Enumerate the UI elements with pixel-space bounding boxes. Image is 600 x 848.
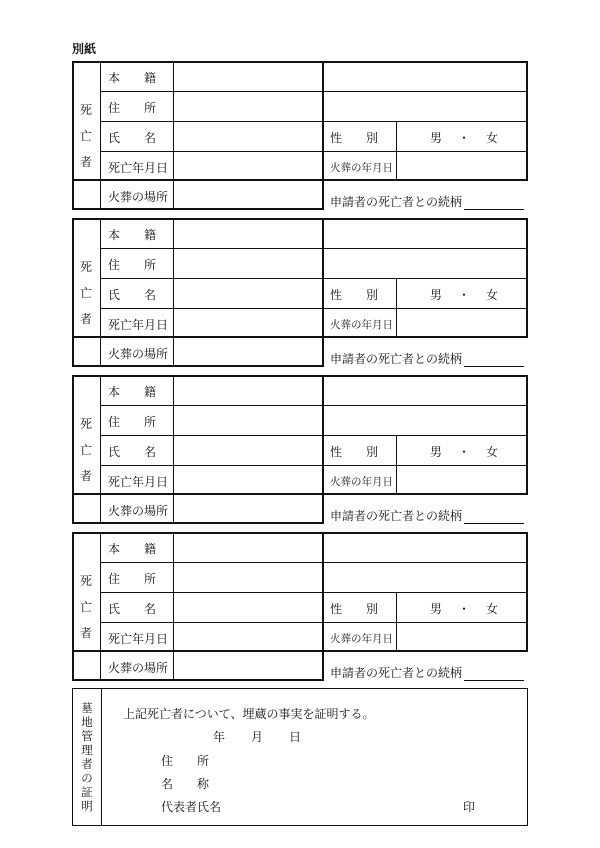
relation-label: 申請者の死亡者との続柄 (330, 195, 463, 209)
name-label: 氏 名 (108, 288, 157, 302)
cremation-date-label: 火葬の年月日 (330, 319, 393, 331)
deceased-block-3 (72, 375, 528, 524)
address-field[interactable] (176, 407, 524, 433)
cremation-date-label: 火葬の年月日 (330, 633, 393, 645)
relation-label: 申請者の死亡者との続柄 (330, 666, 463, 680)
deceased-side-label: 死 亡 者 (79, 102, 92, 169)
sex-label: 性 別 (330, 131, 379, 145)
death-date-label: 死亡年月日 (108, 475, 169, 489)
domicile-label: 本 籍 (108, 71, 157, 85)
cremation-date-field[interactable] (400, 624, 524, 650)
seal-mark: 印 (463, 800, 476, 814)
address-label: 住 所 (108, 415, 157, 429)
sex-male[interactable]: 男 (430, 131, 443, 145)
cremation-date-label: 火葬の年月日 (330, 476, 393, 488)
deceased-block-4 (72, 532, 528, 681)
cremation-place-label: 火葬の場所 (108, 347, 169, 361)
cremation-place-label: 火葬の場所 (108, 190, 169, 204)
name-label: 氏 名 (108, 131, 157, 145)
cremation-place-field[interactable] (176, 497, 320, 521)
address-label: 住 所 (108, 258, 157, 272)
relation-row (330, 507, 524, 524)
domicile-label: 本 籍 (108, 542, 157, 556)
deceased-side-label: 死 亡 者 (79, 416, 92, 483)
sex-male[interactable]: 男 (430, 445, 443, 459)
domicile-field[interactable] (176, 220, 524, 246)
address-field[interactable] (176, 564, 524, 590)
cemetery-manager-certificate (72, 688, 528, 826)
domicile-label: 本 籍 (108, 228, 157, 242)
relation-label: 申請者の死亡者との続柄 (330, 352, 463, 366)
death-date-label: 死亡年月日 (108, 318, 169, 332)
death-date-label: 死亡年月日 (108, 161, 169, 175)
sex-separator: ・ (458, 131, 471, 145)
sex-label: 性 別 (330, 445, 379, 459)
cremation-date-field[interactable] (400, 467, 524, 493)
domicile-field[interactable] (176, 534, 524, 560)
certificate-statement: 上記死亡者について、埋蔵の事実を証明する。 (123, 707, 375, 721)
death-date-label: 死亡年月日 (108, 632, 169, 646)
sex-separator: ・ (458, 602, 471, 616)
sex-female[interactable]: 女 (486, 445, 499, 459)
relation-row (330, 664, 524, 681)
address-field[interactable] (176, 250, 524, 276)
day-label: 日 (289, 730, 302, 744)
manager-name-label: 名 称 (161, 777, 210, 791)
sex-female[interactable]: 女 (486, 131, 499, 145)
domicile-label: 本 籍 (108, 385, 157, 399)
cremation-date-field[interactable] (400, 310, 524, 336)
deceased-block-1 (72, 61, 528, 210)
sex-separator: ・ (458, 445, 471, 459)
certificate-side-label: 墓 地 管 理 者 の 証 明 (73, 689, 102, 825)
domicile-field[interactable] (176, 377, 524, 403)
deceased-block-2 (72, 218, 528, 367)
address-field[interactable] (176, 93, 524, 119)
cremation-place-field[interactable] (176, 183, 320, 207)
relation-field[interactable] (464, 511, 524, 524)
representative-label: 代表者氏名 (161, 800, 222, 814)
cremation-place-label: 火葬の場所 (108, 661, 169, 675)
sex-label: 性 別 (330, 288, 379, 302)
sex-female[interactable]: 女 (486, 602, 499, 616)
address-label: 住 所 (108, 101, 157, 115)
sex-male[interactable]: 男 (430, 602, 443, 616)
sex-separator: ・ (458, 288, 471, 302)
sex-label: 性 別 (330, 602, 379, 616)
name-label: 氏 名 (108, 445, 157, 459)
domicile-field[interactable] (176, 63, 524, 89)
relation-row (330, 193, 524, 210)
sex-female[interactable]: 女 (486, 288, 499, 302)
cremation-place-field[interactable] (176, 340, 320, 364)
cremation-date-field[interactable] (400, 153, 524, 179)
relation-label: 申請者の死亡者との続柄 (330, 509, 463, 523)
manager-address-label: 住 所 (161, 754, 210, 768)
relation-row (330, 350, 524, 367)
address-label: 住 所 (108, 572, 157, 586)
year-label: 年 (213, 730, 226, 744)
cremation-date-label: 火葬の年月日 (330, 162, 393, 174)
cremation-place-label: 火葬の場所 (108, 504, 169, 518)
relation-field[interactable] (464, 197, 524, 210)
sex-male[interactable]: 男 (430, 288, 443, 302)
deceased-side-label: 死 亡 者 (79, 259, 92, 326)
relation-field[interactable] (464, 668, 524, 681)
cremation-place-field[interactable] (176, 654, 320, 678)
month-label: 月 (251, 730, 264, 744)
name-label: 氏 名 (108, 602, 157, 616)
sheet-label: 別紙 (72, 42, 97, 56)
relation-field[interactable] (464, 354, 524, 367)
deceased-side-label: 死 亡 者 (79, 573, 92, 640)
